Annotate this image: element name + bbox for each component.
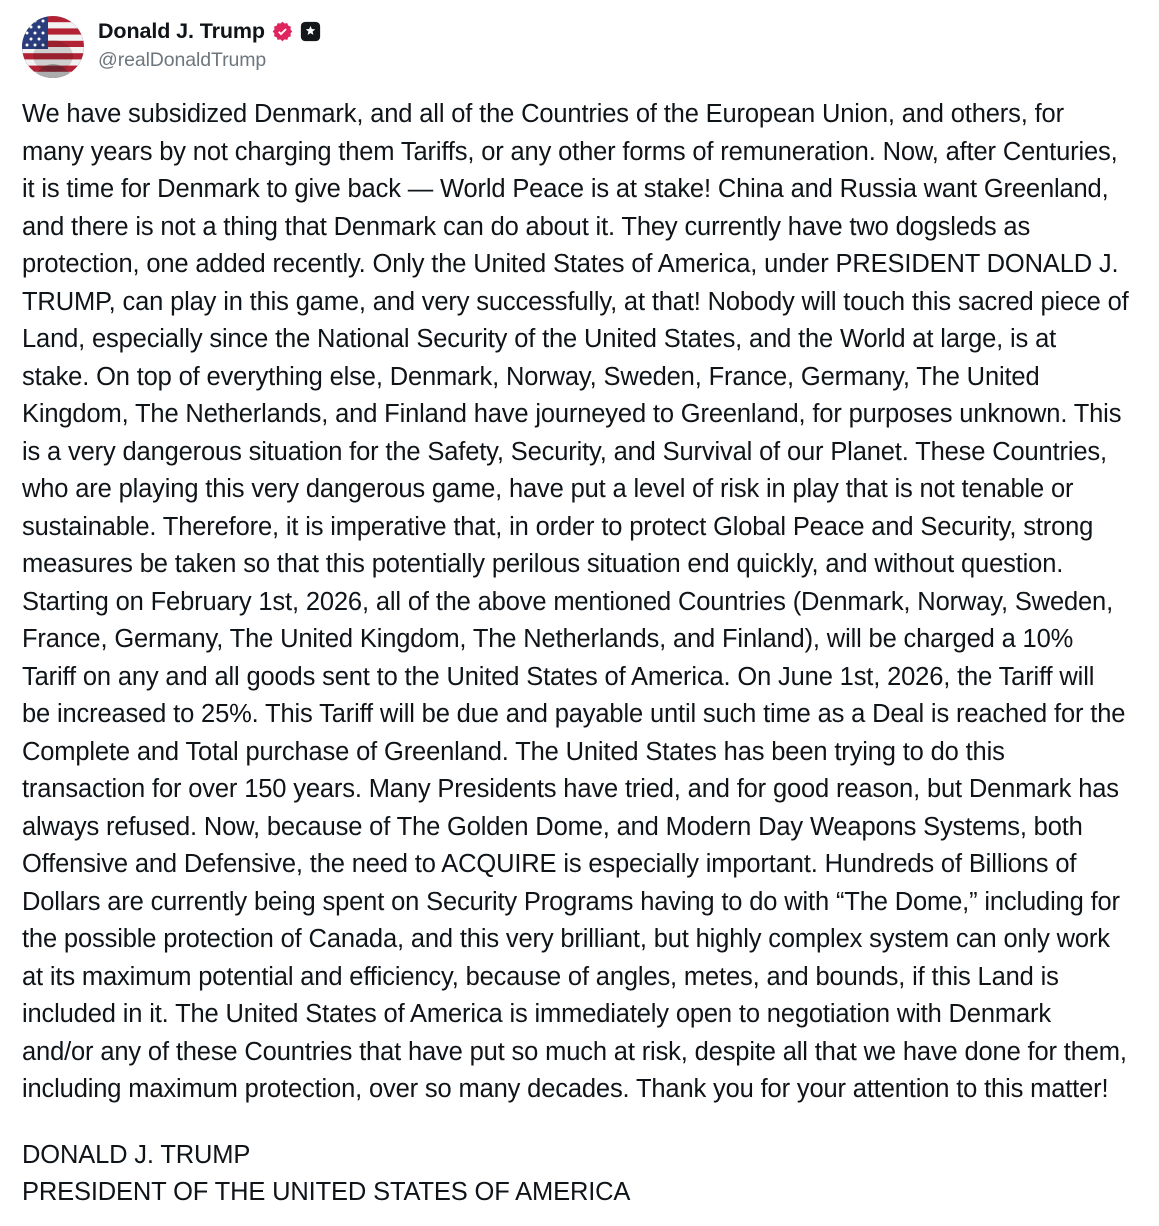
gold-square-badge-icon [300, 21, 321, 42]
display-name[interactable]: Donald J. Trump [98, 19, 265, 43]
american-flag-avatar [22, 16, 84, 78]
verified-check-icon [272, 21, 293, 42]
avatar[interactable] [22, 16, 84, 78]
signature-title: PRESIDENT OF THE UNITED STATES OF AMERICA [22, 1178, 631, 1206]
post-body: We have subsidized Denmark, and all of the Countries of the European Union, and others, for many years by not charging them Tariffs, or any other forms of remuneration. Now, after Centuries, it is time for Denmark to give back — World Peace is at stake! China and Russia want Greenland, and there is not a thing that Denmark can do about it. They currently have two dogsleds as protection, one added recently. Only the United States of America, under PRESIDENT DONALD J. TRUMP, can play in this game, and very successfully, at that! Nobody will touch this sacred piece of Land, especially since the National Security of the United States, and the World at large, is at stake. On top of everything else, Denmark, Norway, Sweden, France, Germany, The United Kingdom, The Netherlands, and Finland have journeyed to Greenland, for purposes unknown. This is a very dangerous situation for the Safety, Security, and Survival of our Planet. These Countries, who are playing this very dangerous game, have put a level of risk in play that is not tenable or sustainable. Therefore, it is imperative that, in order to protect Global Peace and Security, strong measures be taken so that this potentially perilous situation end quickly, and without question. Starting on February 1st, 2026, all of the above mentioned Countries (Denmark, Norway, Sweden, France, Germany, The United Kingdom, The Netherlands, and Finland), will be charged a 10% Tariff on any and all goods sent to the United States of America. On June 1st, 2026, the Tariff will be increased to 25%. This Tariff will be due and payable until such time as a Deal is reached for the Complete and Total purchase of Greenland. The United States has been trying to do this transaction for over 150 years. Many Presidents have tried, and for good reason, but Denmark has always refused. Now, because of The Golden Dome, and Modern Day Weapons Systems, both Offensive and Defensive, the need to ACQUIRE is especially important. Hundreds of Billions of Dollars are currently being spent on Security Programs having to do with “The Dome,” including for the possible protection of Canada, and this very brilliant, but highly complex system can only work at its maximum potential and efficiency, because of angles, metes, and bounds, if this Land is included in it. The United States of America is immediately open to negotiation with Denmark and/or any of these Countries that have put so much at risk, despite all that we have done for them, including maximum protection, over so many decades. Thank you for your attention to this matter! [22, 100, 1136, 1103]
author-handle[interactable]: @realDonaldTrump [98, 48, 267, 71]
post-header [22, 16, 1129, 78]
author-identity [98, 16, 321, 72]
signature-name: DONALD J. TRUMP [22, 1140, 251, 1169]
name-row [98, 20, 321, 44]
post-signature [22, 1137, 1129, 1212]
